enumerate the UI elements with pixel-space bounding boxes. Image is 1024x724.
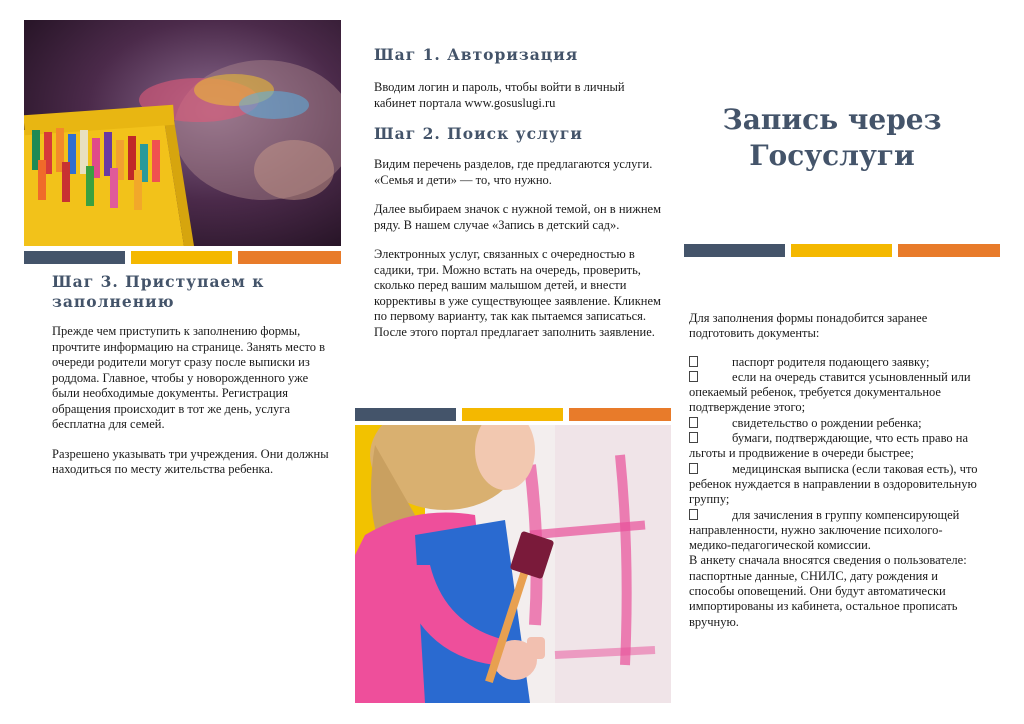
checkbox-glyph-icon [689, 509, 698, 520]
color-bars-left [24, 251, 341, 264]
step1-heading: Шаг 1. Авторизация [374, 45, 579, 64]
checkbox-glyph-icon [689, 432, 698, 443]
list-item: для зачисления в группу компенсирующей направленности, нужно заключение психолого-медико-педагогической комиссии. [689, 507, 960, 553]
step3-body [52, 324, 337, 492]
bar-orange [238, 251, 341, 264]
documents-list [689, 355, 979, 554]
list-item: бумаги, подтверждающие, что есть право на льготы и продвижение в очереди быстрее; [689, 431, 969, 461]
step3-heading: Шаг 3. Приступаем к заполнению [52, 272, 265, 311]
list-item: медицинская выписка (если таковая есть), что ребенок нуждается в направлении в оздоровительную группу; [689, 461, 978, 507]
title-line-2: Госуслуги [749, 139, 915, 172]
checkbox-glyph-icon [689, 356, 698, 367]
bar-navy [355, 408, 456, 421]
documents-outro: В анкету сначала вносятся сведения о пользователе: паспортные данные, СНИЛС, дату рождения и способы оповещений. Они будут автоматически импортированы из кабинета, остальное прописать вручную. [689, 553, 967, 629]
step2-body [374, 157, 664, 354]
bar-orange [898, 244, 1000, 257]
crayons-photo [24, 20, 341, 246]
color-bars-right [684, 244, 1000, 257]
checkbox-glyph-icon [689, 463, 698, 474]
documents-intro: Для заполнения формы понадобится заранее подготовить документы: [689, 311, 928, 341]
list-item: паспорт родителя подающего заявку; [689, 355, 979, 370]
step1-body: Вводим логин и пароль, чтобы войти в личный кабинет портала www.gosuslugi.ru [374, 80, 625, 110]
step2-paragraph-1: Видим перечень разделов, где предлагаются услуги. «Семья и дети» — то, что нужно. [374, 157, 653, 187]
checkbox-glyph-icon [689, 371, 698, 382]
child-painting-illustration [355, 425, 671, 703]
color-bars-middle [355, 408, 671, 421]
documents-section [689, 311, 979, 630]
bar-yellow [791, 244, 892, 257]
step3-paragraph-1: Прежде чем приступить к заполнению формы, прочтите информацию на странице. Занять место в очереди родители могут сразу после выписки из роддома. Главное, чтобы у новорожденного уже были необходимые документы. Регистрация обращения происходит в тот же день, услуга бесплатна для семей. [52, 324, 326, 431]
crayons-illustration [24, 20, 341, 246]
list-item: если на очередь ставится усыновленный или опекаемый ребенок, требуется документальное подтверждение этого; [689, 369, 971, 415]
step3-paragraph-2: Разрешено указывать три учреждения. Они должны находиться по месту жительства ребенка. [52, 446, 329, 476]
bar-yellow [462, 408, 563, 421]
step2-heading: Шаг 2. Поиск услуги [374, 124, 583, 143]
bar-navy [684, 244, 785, 257]
checkbox-glyph-icon [689, 417, 698, 428]
list-item: свидетельство о рождении ребенка; [689, 416, 979, 431]
bar-orange [569, 408, 671, 421]
bar-yellow [131, 251, 232, 264]
bar-navy [24, 251, 125, 264]
child-painting-photo [355, 425, 671, 703]
step2-paragraph-2: Далее выбираем значок с нужной темой, он в нижнем ряду. В нашем случае «Запись в детский сад». [374, 202, 661, 232]
step2-paragraph-3: Электронных услуг, связанных с очередностью в садики, три. Можно встать на очередь, проверить, сколько перед вашим малышом детей, и внести коррективы в уже существующее заявление. Кликнем по первому варианту, так как пытаемся записаться. После этого портал предлагает заполнить заявление. [374, 247, 661, 339]
page-title [683, 102, 981, 174]
title-line-1: Запись через [722, 103, 942, 136]
